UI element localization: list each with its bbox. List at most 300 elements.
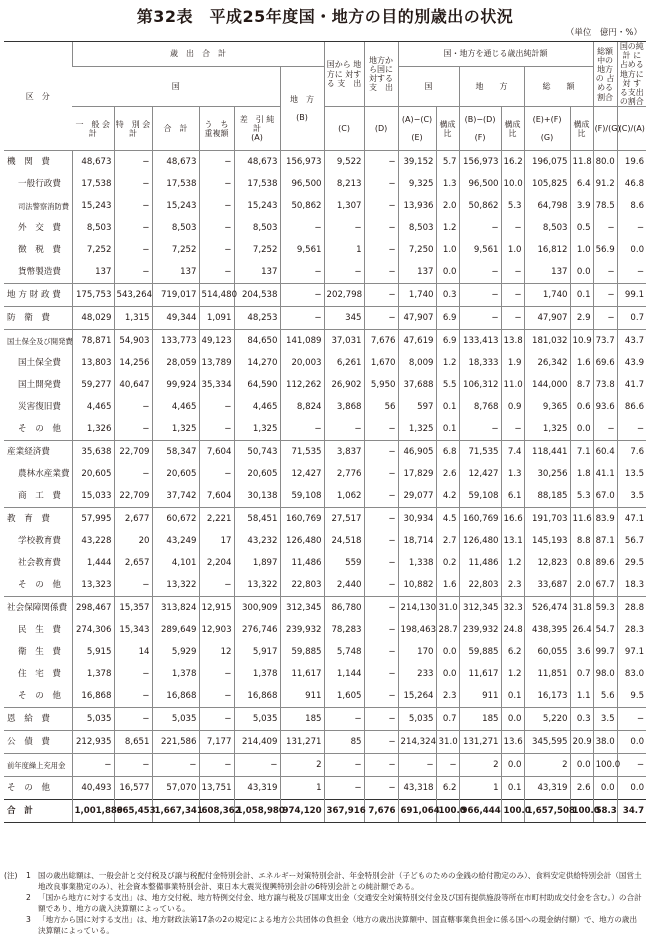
table-cell: 27,517: [324, 508, 364, 531]
table-cell: 7.1: [570, 441, 593, 464]
table-cell: −: [324, 418, 364, 441]
table-cell: 6.4: [570, 173, 593, 195]
table-cell: 7.4: [501, 441, 524, 464]
table-cell: 16.6: [501, 508, 524, 531]
row-label: 外 交 費: [18, 223, 61, 234]
table-cell: 112,262: [280, 374, 324, 396]
table-cell: 0.0: [617, 777, 646, 800]
table-cell: −: [199, 195, 234, 217]
table-cell: −: [501, 418, 524, 441]
unit-label: （単位 億円・%）: [565, 28, 642, 38]
table-cell: 11.8: [570, 151, 593, 174]
table-cell: 31.0: [436, 597, 459, 620]
table-cell: 7,676: [364, 800, 398, 823]
table-cell: 0.6: [570, 396, 593, 418]
table-cell: −: [324, 708, 364, 731]
table-cell: 1,378: [152, 663, 199, 685]
table-cell: 16,812: [524, 239, 570, 261]
table-cell: −: [436, 754, 459, 777]
table-cell: 78.5: [593, 195, 617, 217]
table-cell: 214,130: [398, 597, 436, 620]
table-cell: 8,651: [114, 731, 152, 754]
table-cell: −: [364, 151, 398, 174]
table-cell: 312,345: [280, 597, 324, 620]
table-cell: 49,123: [199, 330, 234, 353]
table-cell: 7,676: [364, 330, 398, 353]
table-cell: 91.2: [593, 173, 617, 195]
table-cell: 2,677: [114, 508, 152, 531]
table-cell: −: [114, 173, 152, 195]
table-cell: 204,538: [234, 284, 280, 307]
table-cell: 83.0: [617, 663, 646, 685]
table-cell: −: [199, 239, 234, 261]
table-cell: −: [114, 418, 152, 441]
table-cell: 59,885: [280, 641, 324, 663]
table-row: [4, 708, 646, 731]
table-cell: 40,647: [114, 374, 152, 396]
table-cell: 0.1: [436, 396, 459, 418]
table-cell: 6.2: [436, 777, 459, 800]
table-cell: 1.8: [570, 463, 593, 485]
table-cell: 4,465: [152, 396, 199, 418]
table-cell: 105,825: [524, 173, 570, 195]
table-cell: 67.7: [593, 574, 617, 597]
table-cell: 6,261: [324, 352, 364, 374]
table-cell: 8,503: [398, 217, 436, 239]
table-cell: 1,897: [234, 552, 280, 574]
footnote-text: 「地方から国に対する支出」は、地方財政法第17条の2の規定による地方公共団体の負担金（地方の歳出決算額中、国直轄事業負担金に係る国への現金納付額）で、地方の歳出決算額によっている。: [38, 915, 638, 935]
table-cell: 11.0: [501, 374, 524, 396]
table-cell: 43,318: [398, 777, 436, 800]
table-cell: 60.4: [593, 441, 617, 464]
table-cell: 59,108: [459, 485, 501, 508]
table-cell: −: [364, 641, 398, 663]
table-cell: 1,740: [398, 284, 436, 307]
table-cell: 0.0: [436, 663, 459, 685]
table-cell: 1,667,341: [152, 800, 199, 823]
table-cell: 8,768: [459, 396, 501, 418]
page-title: 第32表 平成25年度国・地方の目的別歳出の状況: [136, 7, 514, 26]
table-cell: 0.0: [570, 754, 593, 777]
table-cell: −: [501, 217, 524, 239]
table-cell: 2,657: [114, 552, 152, 574]
footnote-text: 国の歳出総額は、一般会計と交付税及び譲与税配付金特別会計、エネルギー対策特別会計、年金特別会計（子どものための金銭の給付勘定のみ）、食料安定供給特別会計（国営土地改良事業勘定のみ）、社会資本整備事業特別会計、東日本大震災復興特別会計の6特別会計との純計額である。: [38, 871, 642, 891]
table-cell: 38.0: [593, 731, 617, 754]
table-cell: 28.8: [617, 597, 646, 620]
row-label: 民 生 費: [18, 625, 61, 636]
table-cell: 212,935: [72, 731, 114, 754]
table-cell: 88,185: [524, 485, 570, 508]
table-cell: 0.3: [570, 708, 593, 731]
table-cell: 50,862: [459, 195, 501, 217]
table-cell: 78,283: [324, 619, 364, 641]
table-cell: 7,604: [199, 441, 234, 464]
row-label: 国土開発費: [18, 380, 61, 391]
table-row: [4, 261, 646, 284]
table-row: [4, 418, 646, 441]
table-cell: 911: [280, 685, 324, 708]
table-cell: 11,486: [280, 552, 324, 574]
table-row: [4, 552, 646, 574]
header-col-f: (B)−(D) (F): [459, 107, 501, 151]
table-row: [4, 731, 646, 754]
table-cell: 0.8: [570, 552, 593, 574]
table-cell: 71,535: [280, 441, 324, 464]
table-cell: 93.6: [593, 396, 617, 418]
table-row: [4, 641, 646, 663]
table-cell: 18,714: [398, 530, 436, 552]
table-cell: 1,657,508: [524, 800, 570, 823]
table-cell: −: [199, 663, 234, 685]
header-col-c: (C): [324, 107, 364, 151]
table-cell: 1: [324, 239, 364, 261]
table-cell: 13.5: [617, 463, 646, 485]
table-cell: 5.3: [501, 195, 524, 217]
table-cell: −: [364, 777, 398, 800]
table-cell: 12,427: [459, 463, 501, 485]
table-cell: 1,325: [524, 418, 570, 441]
table-cell: 22,709: [114, 441, 152, 464]
table-cell: 5,035: [152, 708, 199, 731]
table-cell: 3.9: [570, 195, 593, 217]
table-row: [4, 463, 646, 485]
table-cell: 8,824: [280, 396, 324, 418]
table-cell: 56: [364, 396, 398, 418]
table-cell: 39,152: [398, 151, 436, 174]
table-cell: 57,070: [152, 777, 199, 800]
table-cell: −: [364, 685, 398, 708]
table-cell: 2: [280, 754, 324, 777]
header-kouseihi3: 構成 比: [570, 107, 593, 151]
row-label: 合 計: [4, 800, 72, 823]
table-cell: 60,055: [524, 641, 570, 663]
table-cell: −: [199, 151, 234, 174]
table-cell: 3.5: [617, 485, 646, 508]
table-cell: 3,837: [324, 441, 364, 464]
table-cell: 7.6: [617, 441, 646, 464]
row-label: 住 宅 費: [18, 669, 61, 680]
row-label: 機 関 費: [7, 157, 50, 168]
table-cell: 8,009: [398, 352, 436, 374]
table-row: [4, 800, 646, 823]
table-cell: 28.3: [617, 619, 646, 641]
table-cell: 11,617: [459, 663, 501, 685]
table-cell: 313,824: [152, 597, 199, 620]
table-cell: 8,503: [524, 217, 570, 239]
table-cell: 345: [324, 307, 364, 330]
table-cell: 1,325: [152, 418, 199, 441]
table-cell: 12,915: [199, 597, 234, 620]
table-cell: 1,144: [324, 663, 364, 685]
table-cell: 438,395: [524, 619, 570, 641]
table-cell: 156,973: [459, 151, 501, 174]
table-cell: 0.7: [570, 663, 593, 685]
table-cell: −: [617, 708, 646, 731]
table-cell: −: [199, 754, 234, 777]
table-cell: 202,798: [324, 284, 364, 307]
table-cell: −: [364, 441, 398, 464]
table-cell: 8.6: [617, 195, 646, 217]
table-cell: 13,322: [234, 574, 280, 597]
table-row: [4, 374, 646, 396]
header-sougaku: 総 額: [524, 67, 593, 107]
table-cell: 13.6: [501, 731, 524, 754]
table-cell: 597: [398, 396, 436, 418]
table-cell: 22,803: [459, 574, 501, 597]
table-cell: 59,108: [280, 485, 324, 508]
table-cell: 2,221: [199, 508, 234, 531]
table-cell: 11,617: [280, 663, 324, 685]
table-cell: −: [398, 754, 436, 777]
header-ippan-kaikei: 一 般 会 計: [72, 107, 114, 151]
table-cell: −: [324, 261, 364, 284]
header-sashihiki: 差 引 純 計 (A): [234, 107, 280, 151]
table-cell: 35,638: [72, 441, 114, 464]
table-cell: 144,000: [524, 374, 570, 396]
table-cell: 6.9: [436, 330, 459, 353]
table-cell: −: [364, 239, 398, 261]
table-cell: 13,323: [72, 574, 114, 597]
table-cell: 24,518: [324, 530, 364, 552]
table-cell: 1,378: [234, 663, 280, 685]
table-cell: 559: [324, 552, 364, 574]
header-kouseihi2: 構成 比: [501, 107, 524, 151]
table-cell: 274,306: [72, 619, 114, 641]
table-cell: 1.9: [501, 352, 524, 374]
header-chihou-kara: 地方か ら国に 対する 支 出: [364, 42, 398, 107]
table-cell: 16,173: [524, 685, 570, 708]
table-cell: −: [199, 463, 234, 485]
table-cell: 1.2: [501, 663, 524, 685]
table-row: [4, 217, 646, 239]
table-cell: −: [280, 261, 324, 284]
table-row: [4, 619, 646, 641]
table-cell: 20.9: [570, 731, 593, 754]
table-cell: 966,444: [459, 800, 501, 823]
table-cell: 43,228: [72, 530, 114, 552]
table-cell: −: [593, 284, 617, 307]
table-cell: 0.1: [436, 418, 459, 441]
table-cell: −: [364, 663, 398, 685]
table-cell: 5,035: [398, 708, 436, 731]
table-cell: 31.0: [436, 731, 459, 754]
table-cell: 1.6: [570, 352, 593, 374]
table-cell: 13,936: [398, 195, 436, 217]
table-cell: 1.6: [436, 574, 459, 597]
table-cell: 17,538: [234, 173, 280, 195]
table-cell: 608,362: [199, 800, 234, 823]
table-cell: 78,871: [72, 330, 114, 353]
table-cell: 43,319: [234, 777, 280, 800]
table-cell: 9,365: [524, 396, 570, 418]
table-cell: −: [364, 463, 398, 485]
table-cell: 100.0: [570, 800, 593, 823]
table-cell: 30,138: [234, 485, 280, 508]
table-cell: −: [114, 239, 152, 261]
table-cell: 48,673: [152, 151, 199, 174]
table-cell: 16.2: [501, 151, 524, 174]
table-cell: 4.5: [436, 508, 459, 531]
table-row: [4, 777, 646, 800]
table-cell: 57,995: [72, 508, 114, 531]
table-cell: 13,322: [152, 574, 199, 597]
table-cell: 35,334: [199, 374, 234, 396]
table-cell: 11.6: [570, 508, 593, 531]
table-cell: 4.2: [436, 485, 459, 508]
table-cell: 43,232: [234, 530, 280, 552]
table-cell: 1.0: [436, 239, 459, 261]
table-row: [4, 330, 646, 353]
table-cell: 8,503: [72, 217, 114, 239]
table-cell: −: [364, 418, 398, 441]
table-row: [4, 396, 646, 418]
row-label: 司法警察消防費: [18, 201, 70, 211]
table-cell: 276,746: [234, 619, 280, 641]
table-cell: 0.7: [617, 307, 646, 330]
table-row: [4, 352, 646, 374]
table-cell: 15,243: [72, 195, 114, 217]
table-cell: 0.0: [593, 777, 617, 800]
table-cell: −: [280, 284, 324, 307]
table-cell: 514,480: [199, 284, 234, 307]
table-cell: 50,862: [280, 195, 324, 217]
table-cell: 126,480: [280, 530, 324, 552]
table-cell: 214,324: [398, 731, 436, 754]
table-row: [4, 574, 646, 597]
table-cell: 0.9: [501, 396, 524, 418]
table-cell: 18.3: [617, 574, 646, 597]
table-cell: 298,467: [72, 597, 114, 620]
table-cell: 4,101: [152, 552, 199, 574]
table-cell: 13,751: [199, 777, 234, 800]
table-cell: 13.8: [501, 330, 524, 353]
table-cell: 100.0: [436, 800, 459, 823]
table-cell: 1,605: [324, 685, 364, 708]
table-cell: 137: [152, 261, 199, 284]
table-cell: 58,347: [152, 441, 199, 464]
header-tokubetsu-kaikei: 特 別 会 計: [114, 107, 152, 151]
table-cell: 1,001,889: [72, 800, 114, 823]
table-cell: 1,325: [234, 418, 280, 441]
table-cell: 9,561: [459, 239, 501, 261]
table-cell: 19.6: [617, 151, 646, 174]
table-row: [4, 441, 646, 464]
table-cell: −: [459, 217, 501, 239]
table-cell: 43.7: [617, 330, 646, 353]
table-cell: 96,500: [459, 173, 501, 195]
table-row: [4, 685, 646, 708]
table-cell: 30,934: [398, 508, 436, 531]
table-cell: 0.0: [617, 239, 646, 261]
table-cell: 141,089: [280, 330, 324, 353]
table-cell: 85: [324, 731, 364, 754]
table-cell: 16,868: [152, 685, 199, 708]
table-cell: 14,256: [114, 352, 152, 374]
table-cell: 5,035: [72, 708, 114, 731]
table-cell: 2,440: [324, 574, 364, 597]
table-cell: 198,463: [398, 619, 436, 641]
table-cell: 1: [459, 777, 501, 800]
table-cell: 5.5: [436, 374, 459, 396]
row-label: 社会教育費: [18, 558, 61, 569]
header-kokunokei: 国の純計 に占める 地方に対 する支出 の割合: [617, 42, 646, 107]
table-cell: 47,907: [398, 307, 436, 330]
table-cell: 15,264: [398, 685, 436, 708]
table-cell: −: [364, 485, 398, 508]
table-cell: 0.7: [436, 708, 459, 731]
table-cell: 56.9: [593, 239, 617, 261]
table-row: [4, 508, 646, 531]
table-cell: 118,441: [524, 441, 570, 464]
table-cell: 5.6: [593, 685, 617, 708]
footnote-number: 3: [26, 915, 31, 924]
table-cell: −: [364, 708, 398, 731]
table-cell: 1,315: [114, 307, 152, 330]
row-label: そ の 他: [4, 777, 72, 800]
header-col-fg: (F)/(G): [593, 107, 617, 151]
table-cell: −: [364, 754, 398, 777]
table-cell: 0.0: [617, 731, 646, 754]
table-cell: 28,059: [152, 352, 199, 374]
table-cell: −: [617, 754, 646, 777]
table-cell: 7,250: [398, 239, 436, 261]
table-cell: 1,307: [324, 195, 364, 217]
table-cell: −: [114, 261, 152, 284]
table-cell: −: [199, 685, 234, 708]
table-cell: 13,789: [199, 352, 234, 374]
header-kuni-kara: 国から 地方に 対する 支 出: [324, 42, 364, 107]
row-label: そ の 他: [18, 424, 61, 435]
table-cell: 60,672: [152, 508, 199, 531]
table-cell: 8.7: [570, 374, 593, 396]
header-col-g: (E)+(F) (G): [524, 107, 570, 151]
table-cell: 47.1: [617, 508, 646, 531]
footnote-number: 1: [26, 871, 31, 880]
header-chihou2: 地 方: [459, 67, 524, 107]
table-cell: 1,378: [72, 663, 114, 685]
table-cell: 6.2: [501, 641, 524, 663]
table-cell: 0.2: [436, 552, 459, 574]
table-cell: −: [459, 284, 501, 307]
header-saishutsu-goukei: 歳 出 合 計: [72, 42, 324, 67]
table-cell: −: [199, 261, 234, 284]
table-cell: −: [593, 418, 617, 441]
table-cell: 170: [398, 641, 436, 663]
table-cell: 8,213: [324, 173, 364, 195]
table-cell: 691,064: [398, 800, 436, 823]
table-cell: 1,670: [364, 352, 398, 374]
table-cell: −: [364, 195, 398, 217]
table-cell: 32.3: [501, 597, 524, 620]
table-cell: 345,595: [524, 731, 570, 754]
table-cell: 47,619: [398, 330, 436, 353]
table-cell: 4,465: [72, 396, 114, 418]
table-cell: −: [364, 307, 398, 330]
table-cell: 12,823: [524, 552, 570, 574]
table-cell: 33,687: [524, 574, 570, 597]
table-cell: −: [114, 396, 152, 418]
table-cell: −: [199, 418, 234, 441]
table-cell: 29.5: [617, 552, 646, 574]
table-cell: 15,357: [114, 597, 152, 620]
table-cell: 99.7: [593, 641, 617, 663]
table-cell: 137: [72, 261, 114, 284]
table-cell: 974,120: [280, 800, 324, 823]
table-cell: −: [364, 173, 398, 195]
row-label: そ の 他: [18, 691, 61, 702]
table-cell: −: [234, 754, 280, 777]
table-row: [4, 239, 646, 261]
